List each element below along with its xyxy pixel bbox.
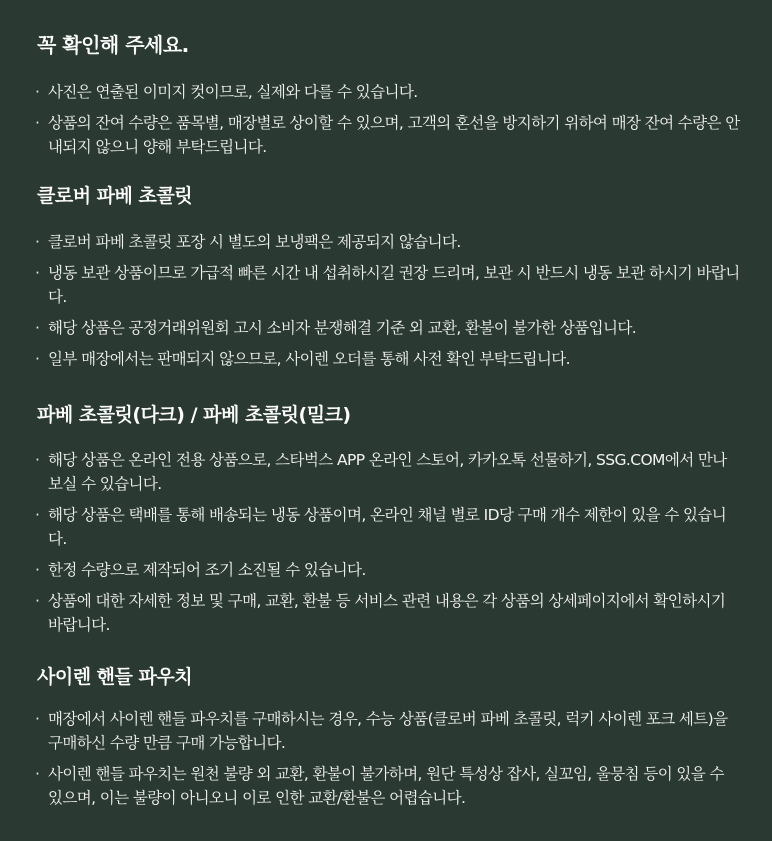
list-item-text: 매장에서 사이렌 핸들 파우치를 구매하시는 경우, 수능 상품(클로버 파베 초콜릿, 럭키 사이렌 포크 세트)을 구매하신 수량 만큼 구매 가능합니다. <box>48 710 728 752</box>
list-item-text: 사이렌 핸들 파우치는 원천 불량 외 교환, 환불이 불가하며, 원단 특성상 잡사, 실꼬임, 울뭉침 등이 있을 수 있으며, 이는 불량이 아니오니 이로 인한 교환/환불은 어렵습니다. <box>48 765 724 807</box>
bullet-icon: · <box>35 451 40 469</box>
bullet-icon: · <box>35 561 40 579</box>
notice-list <box>37 230 742 371</box>
list-item <box>37 111 742 159</box>
list-item-text: 해당 상품은 온라인 전용 상품으로, 스타벅스 APP 온라인 스토어, 카카오톡 선물하기, SSG.COM에서 만나 보실 수 있습니다. <box>48 451 727 493</box>
list-item <box>37 448 742 496</box>
list-item-text: 한정 수량으로 제작되어 조기 소진될 수 있습니다. <box>48 561 366 579</box>
list-item-text: 일부 매장에서는 판매되지 않으므로, 사이렌 오더를 통해 사전 확인 부탁드립니다. <box>48 350 570 368</box>
notice-list <box>37 448 742 637</box>
bullet-icon: · <box>35 350 40 368</box>
list-item-text: 해당 상품은 택배를 통해 배송되는 냉동 상품이며, 온라인 채널 별로 ID당 구매 개수 제한이 있을 수 있습니다. <box>48 506 727 548</box>
list-item <box>37 80 742 104</box>
notice-section-pave-dark-milk <box>37 403 742 637</box>
list-item-text: 클로버 파베 초콜릿 포장 시 별도의 보냉팩은 제공되지 않습니다. <box>48 233 461 251</box>
list-item-text: 상품의 잔여 수량은 품목별, 매장별로 상이할 수 있으며, 고객의 혼선을 방지하기 위하여 매장 잔여 수량은 안내되지 않으니 양해 부탁드립니다. <box>48 114 740 156</box>
list-item-text: 사진은 연출된 이미지 컷이므로, 실제와 다를 수 있습니다. <box>48 83 418 101</box>
list-item <box>37 762 742 810</box>
bullet-icon: · <box>35 592 40 610</box>
notice-section-siren-pouch <box>37 665 742 810</box>
list-item <box>37 707 742 755</box>
bullet-icon: · <box>35 83 40 101</box>
bullet-icon: · <box>35 319 40 337</box>
section-title: 파베 초콜릿(다크) / 파베 초콜릿(밀크) <box>37 404 351 426</box>
bullet-icon: · <box>35 233 40 251</box>
list-item-text: 상품에 대한 자세한 정보 및 구매, 교환, 환불 등 서비스 관련 내용은 각 상품의 상세페이지에서 확인하시기 바랍니다. <box>48 592 726 634</box>
section-title: 클로버 파베 초콜릿 <box>37 185 193 207</box>
list-item <box>37 347 742 371</box>
list-item <box>37 316 742 340</box>
notice-section-check <box>37 33 742 159</box>
bullet-icon: · <box>35 264 40 282</box>
bullet-icon: · <box>35 710 40 728</box>
bullet-icon: · <box>35 506 40 524</box>
notice-list <box>37 80 742 159</box>
section-title: 꼭 확인해 주세요. <box>37 33 189 57</box>
notice-section-clover-pave <box>37 184 742 371</box>
bullet-icon: · <box>35 765 40 783</box>
section-title: 사이렌 핸들 파우치 <box>37 666 193 688</box>
list-item <box>37 558 742 582</box>
bullet-icon: · <box>35 114 40 132</box>
list-item <box>37 261 742 309</box>
notice-list <box>37 707 742 810</box>
list-item <box>37 503 742 551</box>
list-item <box>37 230 742 254</box>
list-item-text: 냉동 보관 상품이므로 가급적 빠른 시간 내 섭취하시길 권장 드리며, 보관 시 반드시 냉동 보관 하시기 바랍니다. <box>48 264 740 306</box>
list-item <box>37 589 742 637</box>
list-item-text: 해당 상품은 공정거래위원회 고시 소비자 분쟁해결 기준 외 교환, 환불이 불가한 상품입니다. <box>48 319 637 337</box>
